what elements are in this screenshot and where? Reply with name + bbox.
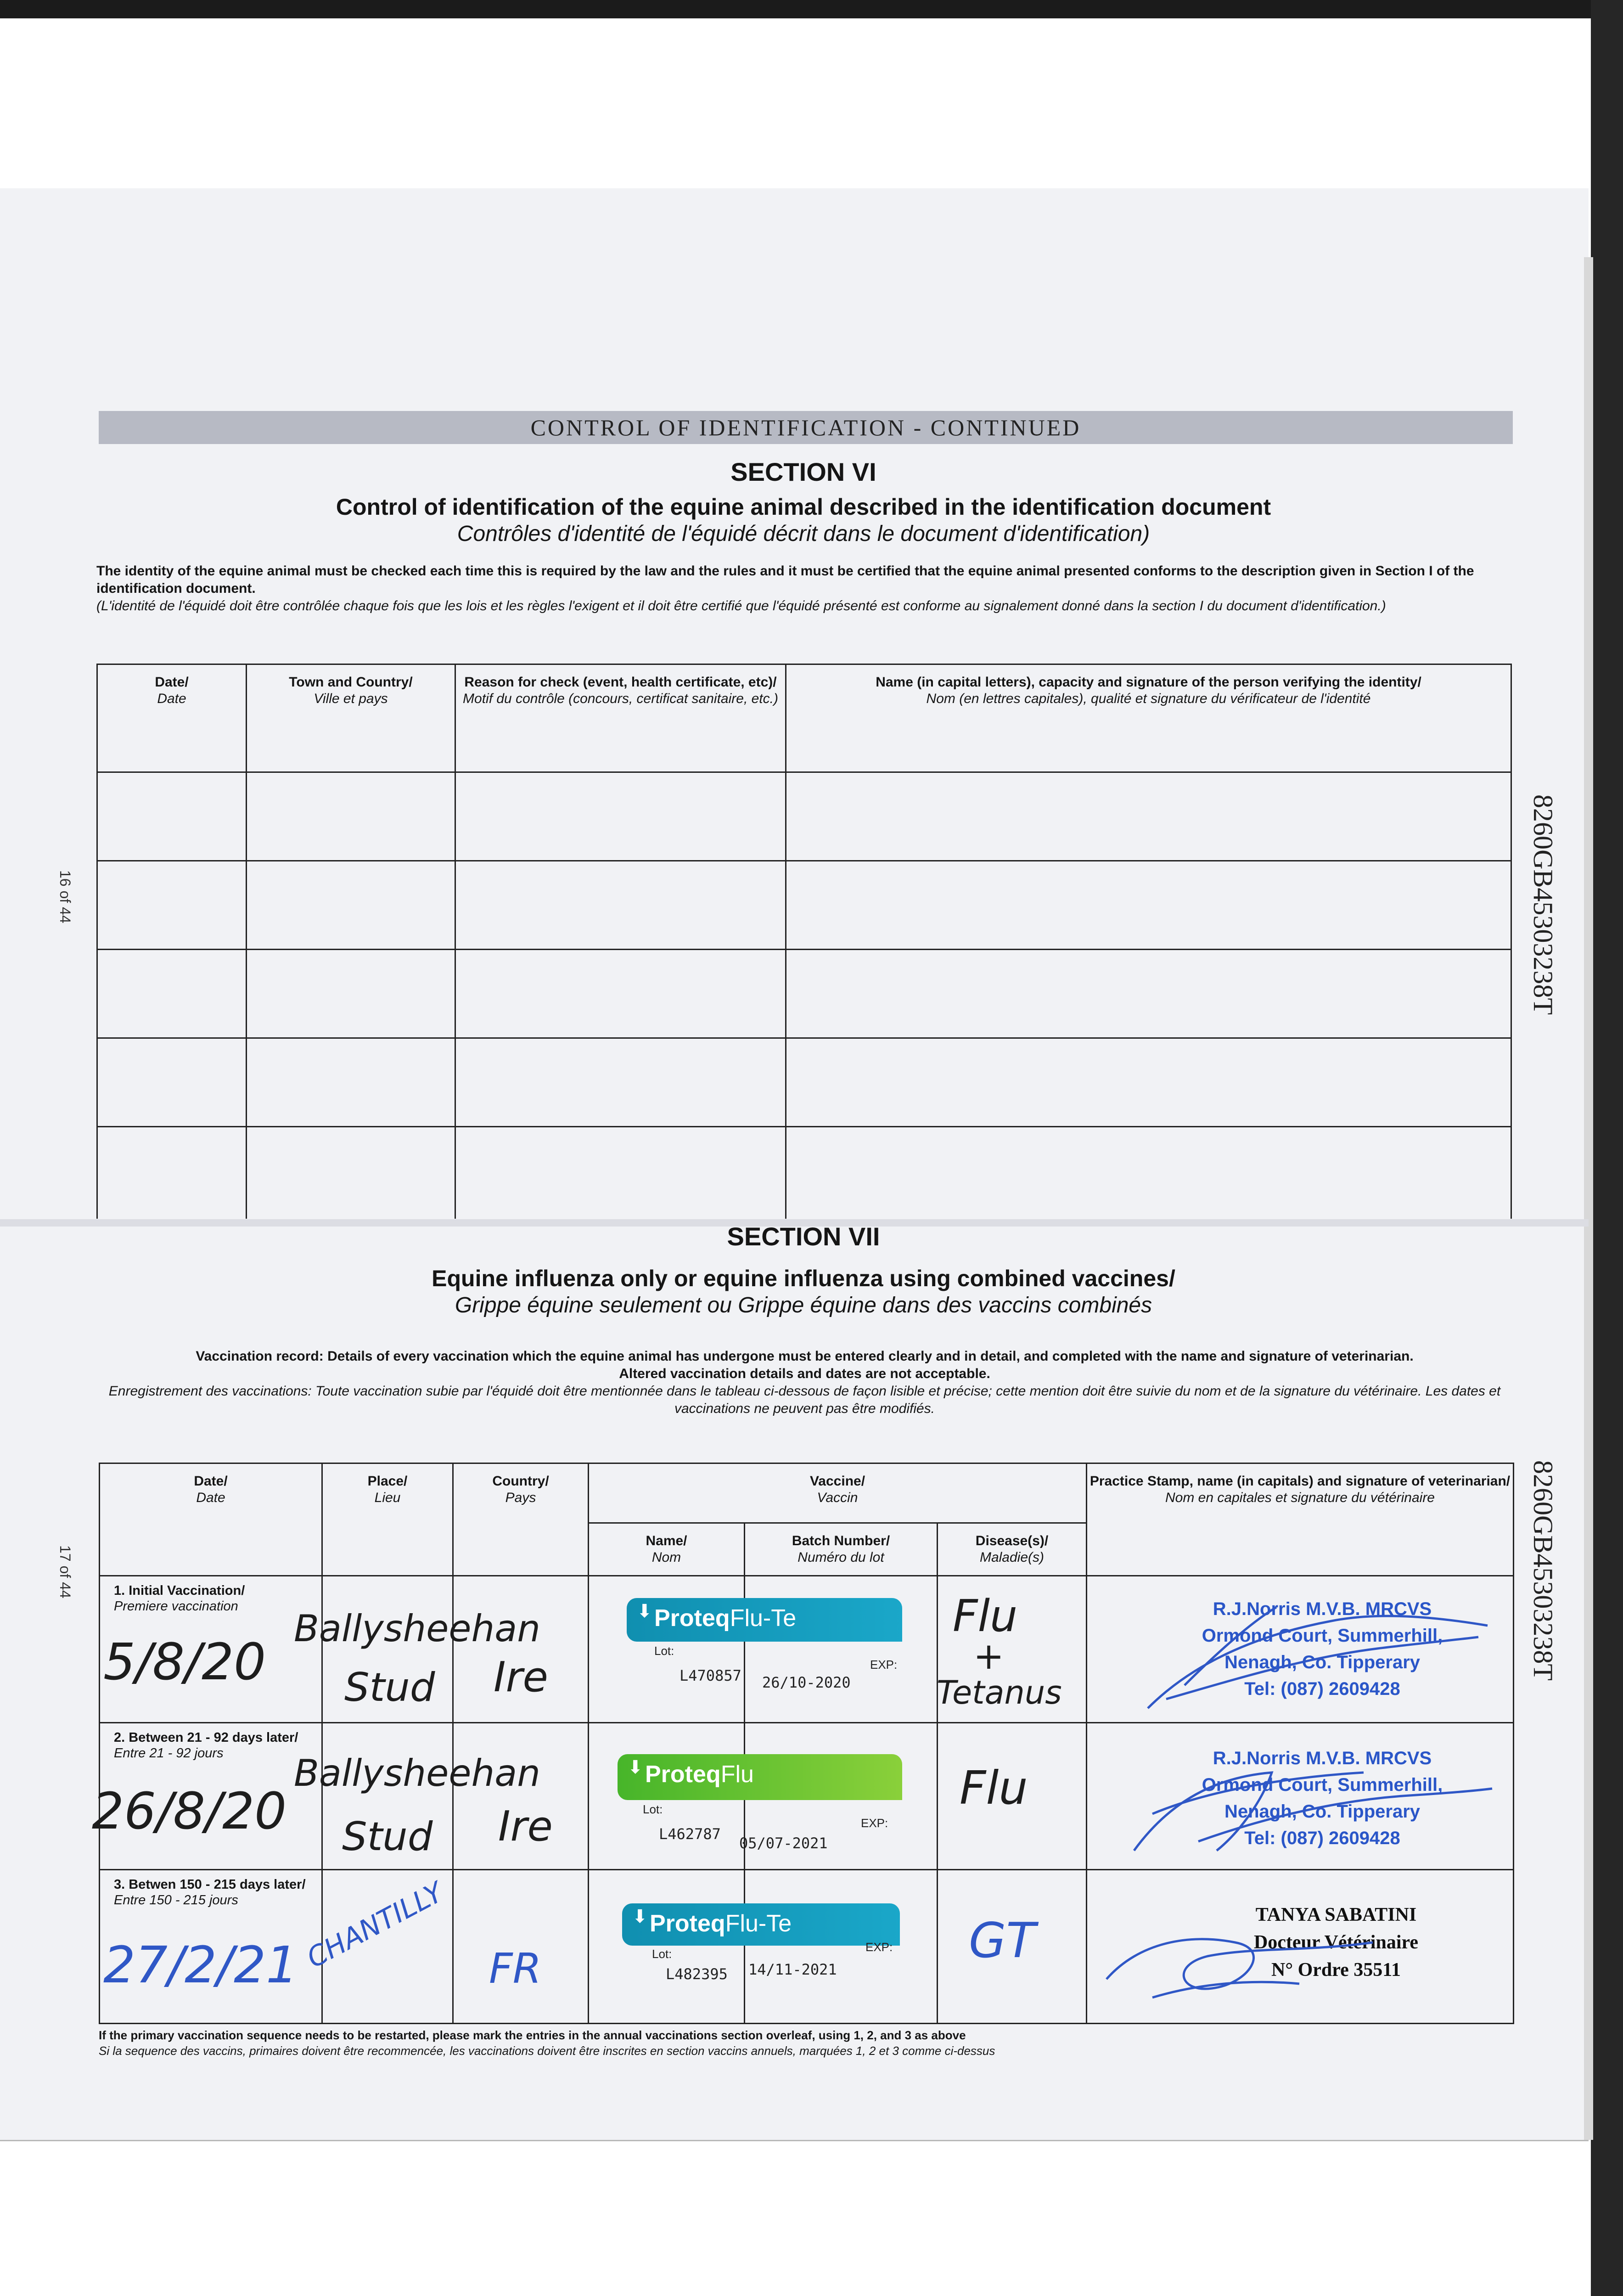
col-date: Date/ Date xyxy=(100,1463,322,1576)
row1-place-line1: Ballysheehan xyxy=(294,1607,540,1650)
col-date: Date/ Date xyxy=(97,664,247,772)
section7-subtitle-fr: Grippe équine seulement ou Grippe équine dans des vaccins combinés xyxy=(455,1293,1152,1317)
section6-subtitle-fr: Contrôles d'identité de l'équidé décrit dans le document d'identification) xyxy=(457,522,1150,546)
drop-icon: ⬇ xyxy=(632,1907,648,1927)
col-place: Place/ Lieu xyxy=(322,1463,453,1576)
row1-vaccine-label xyxy=(627,1598,902,1642)
section6-title: SECTION VI xyxy=(730,457,876,486)
identity-check-header-row xyxy=(97,664,1511,772)
scan-border-top xyxy=(0,0,1623,18)
row1-lot-label: Lot: xyxy=(654,1644,674,1658)
section6-intro-fr: (L'identité de l'équidé doit être contrôlée chaque fois que les lois et les règles l'exigent et il doit être certifié que l'équidé présenté est conforme au signalement donné dans la section I du document d'identification.) xyxy=(96,598,1386,613)
row3-lot-label: Lot: xyxy=(652,1947,672,1961)
row2-place-line2: Stud xyxy=(342,1814,433,1860)
col-vaccine: Vaccine/ Vaccin xyxy=(589,1463,1087,1523)
section7-intro xyxy=(99,1348,1511,1418)
row1-label: 1. Initial Vaccination/ Premiere vaccination xyxy=(100,1576,322,1723)
section6-subtitle-en: Control of identification of the equine animal described in the identification document xyxy=(336,494,1271,520)
row1-date: 5/8/20 xyxy=(103,1632,266,1691)
row2-batch-number: L462787 xyxy=(659,1825,721,1843)
table-row xyxy=(97,772,1511,861)
row3-signature xyxy=(1097,1915,1391,2007)
row1-disease-line2: + xyxy=(973,1635,1005,1677)
row3-exp-date: 14/11-2021 xyxy=(748,1961,837,1978)
row3-exp-label: EXP: xyxy=(865,1940,893,1954)
row3-vaccine-label xyxy=(622,1903,900,1946)
row1-practice-stamp: R.J.Norris M.V.B. MRCVS Ormond Court, Summerhill, Nenagh, Co. Tipperary Tel: (087) 2609428 xyxy=(1202,1599,1443,1699)
section7-intro-en1: Vaccination record: Details of every vaccination which the equine animal has undergone must be entered clearly and in detail, and completed with the name and signature of veterinarian. xyxy=(196,1349,1414,1364)
row3-vaccine-name: ProteqFlu-Te xyxy=(650,1910,792,1937)
row1-disease-line1: Flu xyxy=(953,1591,1018,1642)
col-batch-number: Batch Number/ Numéro du lot xyxy=(745,1523,938,1576)
scan-border-right xyxy=(1591,0,1623,2296)
section7-intro-fr: Enregistrement des vaccinations: Toute vaccination subie par l'équidé doit être mentionnée dans le tableau ci-dessous de façon lisible et précise; cette mention doit être suivie du nom et de la signature du vétérinaire. Les dates et vaccinations ne peuvent pas être modifiés. xyxy=(108,1384,1501,1416)
drop-icon: ⬇ xyxy=(637,1601,652,1621)
col-reason: Reason for check (event, health certificate, etc)/ Motif du contrôle (concours, certificat sanitaire, etc.) xyxy=(455,664,786,772)
row1-batch-number: L470857 xyxy=(680,1667,741,1684)
row1-exp-label: EXP: xyxy=(870,1658,898,1671)
row3-country: FR xyxy=(489,1945,542,1993)
row3-label: 3. Betwen 150 - 215 days later/ Entre 150 - 215 jours xyxy=(100,1870,322,2024)
row2-lot-label: Lot: xyxy=(643,1802,663,1816)
row1-place-line2: Stud xyxy=(344,1665,435,1711)
col-practice-stamp: Practice Stamp, name (in capitals) and signature of veterinarian/ Nom en capitales et signature du vétérinaire xyxy=(1087,1463,1514,1576)
section7-title: SECTION VII xyxy=(727,1222,880,1251)
col-verifier: Name (in capital letters), capacity and signature of the person verifying the identity/ Nom (en lettres capitales), qualité et signature du vérificateur de l'identité xyxy=(786,664,1511,772)
col-town-country: Town and Country/ Ville et pays xyxy=(247,664,455,772)
row1-disease-line3: Tetanus xyxy=(937,1674,1062,1711)
table-row xyxy=(97,950,1511,1038)
row1-exp-date: 26/10-2020 xyxy=(762,1674,851,1691)
row3-date: 27/2/21 xyxy=(103,1936,298,1994)
table-row xyxy=(97,1127,1511,1219)
row3-practice-stamp: TANYA SABATINI Docteur Vétérinaire N° Ordre 35511 xyxy=(1253,1904,1419,1981)
col-disease: Disease(s)/ Maladie(s) xyxy=(938,1523,1087,1576)
vaccination-footnote xyxy=(99,2027,995,2059)
row2-vaccine-label xyxy=(618,1754,902,1800)
vaccination-header-row-1 xyxy=(100,1463,1514,1523)
header-band-text: CONTROL OF IDENTIFICATION - CONTINUED xyxy=(530,415,1081,440)
side-passport-id-top: 8260GB45303238T xyxy=(1528,794,1558,1015)
section6-intro xyxy=(96,563,1511,615)
footnote-fr: Si la sequence des vaccins, primaires doivent être recommencée, les vaccinations doivent être inscrites en section vaccins annuels, marquées 1, 2 et 3 comme ci-dessus xyxy=(99,2044,995,2058)
row2-practice-stamp: R.J.Norris M.V.B. MRCVS Ormond Court, Summerhill, Nenagh, Co. Tipperary Tel: (087) 2609428 xyxy=(1202,1748,1443,1848)
table-row xyxy=(97,861,1511,950)
section7-intro-en2: Altered vaccination details and dates are not acceptable. xyxy=(619,1366,990,1381)
section7-subtitle-en: Equine influenza only or equine influenza using combined vaccines/ xyxy=(432,1266,1175,1291)
identity-check-table xyxy=(96,664,1512,1219)
header-band xyxy=(99,411,1513,444)
row2-signature xyxy=(1125,1745,1501,1869)
row3-place: CHANTILLY xyxy=(302,1876,449,1975)
col-country: Country/ Pays xyxy=(453,1463,589,1576)
row2-exp-date: 05/07-2021 xyxy=(739,1835,828,1852)
row2-place-line1: Ballysheehan xyxy=(294,1752,540,1795)
row2-country: Ire xyxy=(498,1802,553,1851)
table-row xyxy=(97,1038,1511,1127)
row2-vaccine-name: ProteqFlu xyxy=(645,1761,754,1788)
row1-signature xyxy=(1139,1593,1497,1717)
row2-disease: Flu xyxy=(960,1761,1028,1815)
footnote-en: If the primary vaccination sequence needs to be restarted, please mark the entries in the annual vaccinations section overleaf, using 1, 2, and 3 as above xyxy=(99,2028,966,2042)
section6-intro-en: The identity of the equine animal must be checked each time this is required by the law and the rules and it must be certified that the equine animal presented conforms to the description given in Section I of the identification document. xyxy=(96,563,1474,596)
row3-batch-number: L482395 xyxy=(666,1965,728,1983)
row2-date: 26/8/20 xyxy=(92,1782,287,1840)
row1-country: Ire xyxy=(494,1653,548,1701)
page-edge xyxy=(1584,257,1593,2140)
side-passport-id-bottom: 8260GB45303238T xyxy=(1528,1460,1558,1681)
row2-label: 2. Between 21 - 92 days later/ Entre 21 - 92 jours xyxy=(100,1723,322,1870)
page-number-bottom: 17 of 44 xyxy=(57,1545,73,1598)
row2-exp-label: EXP: xyxy=(861,1816,888,1830)
page-number-top: 16 of 44 xyxy=(57,870,73,923)
row3-disease: GT xyxy=(969,1913,1036,1969)
col-vaccine-name: Name/ Nom xyxy=(589,1523,745,1576)
row1-vaccine-name: ProteqFlu-Te xyxy=(654,1605,797,1632)
drop-icon: ⬇ xyxy=(628,1757,643,1778)
